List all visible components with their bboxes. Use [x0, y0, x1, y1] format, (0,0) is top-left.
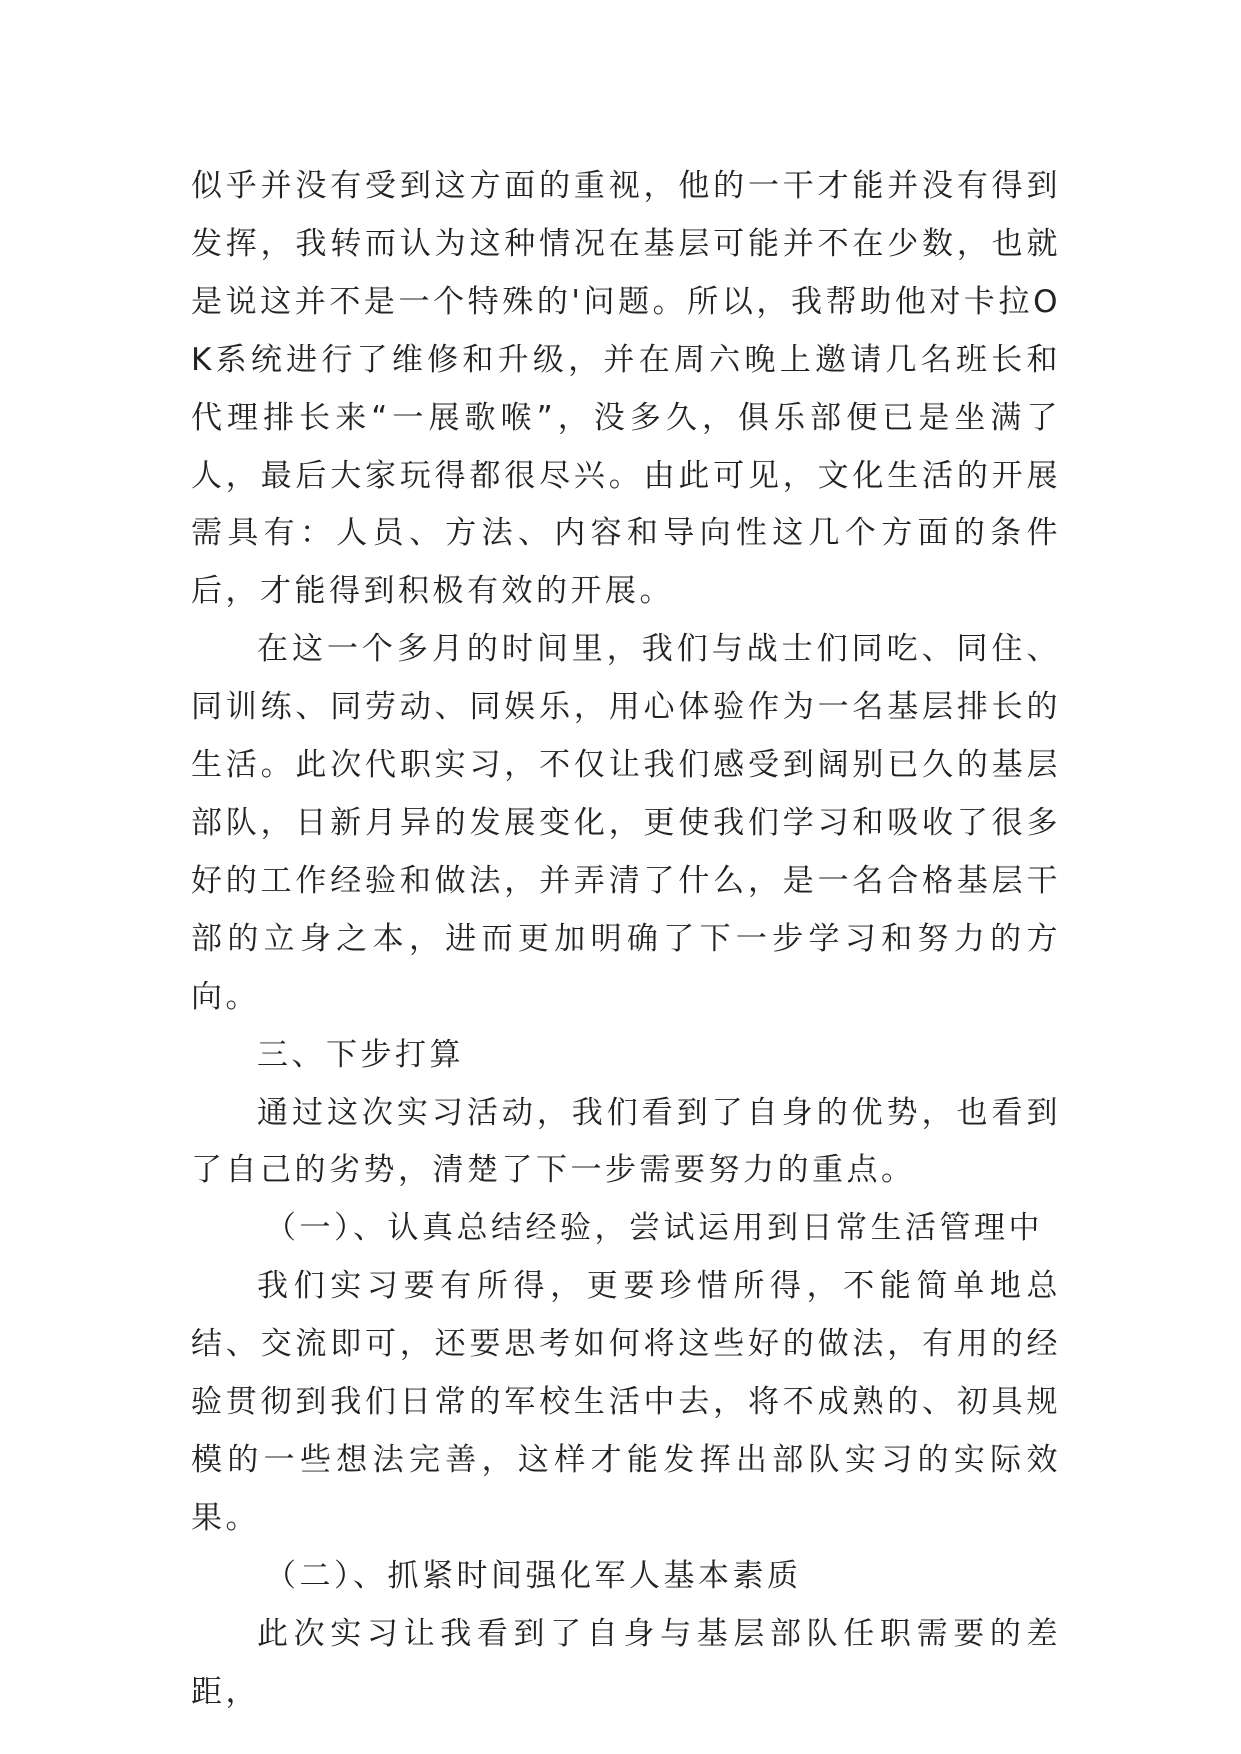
subsection-heading: （一）、认真总结经验，尝试运用到日常生活管理中 — [265, 1210, 1043, 1247]
section-heading: 三、下步打算 — [257, 1036, 464, 1073]
subsection-heading: （二）、抓紧时间强化军人基本素质 — [265, 1557, 802, 1594]
paragraph: 通过这次实习活动，我们看到了自身的优势，也看到了自己的劣势，清楚了下一步需要努力的重点。 — [191, 1094, 1061, 1189]
paragraph: 我们实习要有所得，更要珍惜所得，不能简单地总结、交流即可，还要思考如何将这些好的做法，有用的经验贯彻到我们日常的军校生活中去，将不成熟的、初具规模的一些想法完善，这样才能发挥出部队实习的实际效果。 — [191, 1268, 1061, 1536]
paragraph-continued: 似乎并没有受到这方面的重视，他的一干才能并没有得到发挥，我转而认为这种情况在基层可能并不在少数，也就是说这并不是一个特殊的'问题。所以，我帮助他对卡拉OK系统进行了维修和升级，并在周六晚上邀请几名班长和代理排长来“一展歌喉”，没多久，俱乐部便已是坐满了人，最后大家玩得都很尽兴。由此可见，文化生活的开展需具有：人员、方法、内容和导向性这几个方面的条件后，才能得到积极有效的开展。 — [191, 168, 1061, 610]
paragraph: 在这一个多月的时间里，我们与战士们同吃、同住、同训练、同劳动、同娱乐，用心体验作为一名基层排长的生活。此次代职实习，不仅让我们感受到阔别已久的基层部队，日新月异的发展变化，更使我们学习和吸收了很多好的工作经验和做法，并弄清了什么，是一名合格基层干部的立身之本，进而更加明确了下一步学习和努力的方向。 — [191, 631, 1061, 1015]
document-body — [191, 158, 1061, 1721]
paragraph: 此次实习让我看到了自身与基层部队任职需要的差距， — [191, 1615, 1061, 1710]
